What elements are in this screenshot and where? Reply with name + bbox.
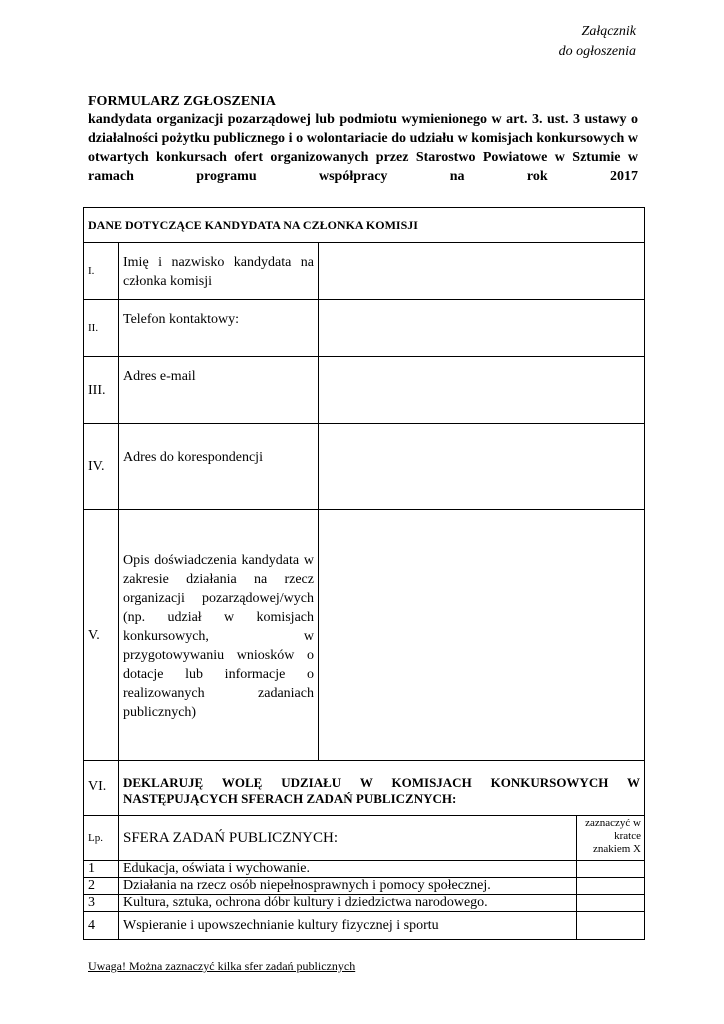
field-value-experience[interactable] xyxy=(319,510,645,761)
form-intro: kandydata organizacji pozarządowej lub podmiotu wymienionego w art. 3. ust. 3 ustawy o działalności pożytku publicznego i o wolontariacie do udziału w komisjach konkursowych w otwartych konkursach ofert organizowanych przez Starostwo Powiatowe w Sztumie w ramach programu współpracy na rok 2017 xyxy=(88,112,638,184)
sphere-label: Edukacja, oświata i wychowanie. xyxy=(119,861,577,878)
row-number: II. xyxy=(84,300,119,357)
sphere-checkbox[interactable] xyxy=(577,912,645,940)
lp-header: Lp. xyxy=(84,816,119,861)
field-value-email[interactable] xyxy=(319,357,645,424)
section-header: DANE DOTYCZĄCE KANDYDATA NA CZŁONKA KOMISJI xyxy=(84,208,645,243)
sphere-lp: 4 xyxy=(84,912,119,940)
sphere-label: Wspieranie i upowszechnianie kultury fizycznej i sportu xyxy=(119,912,577,940)
row-number: V. xyxy=(84,510,119,761)
field-value-address[interactable] xyxy=(319,424,645,510)
row-number: I. xyxy=(84,243,119,300)
field-label-experience: Opis doświadczenia kandydata w zakresie działania na rzecz organizacji pozarządowej/wych (np. udział w komisjach konkursowych, w przygotowywaniu wniosków o dotacje lub informacje o realizowanych zadaniach publicznych) xyxy=(119,510,319,761)
declaration-text: DEKLARUJĘ WOLĘ UDZIAŁU W KOMISJACH KONKURSOWYCH W NASTĘPUJĄCYCH SFERACH ZADAŃ PUBLICZNYCH: xyxy=(119,761,645,816)
annex-label xyxy=(559,22,636,62)
sphere-checkbox[interactable] xyxy=(577,878,645,895)
field-label-phone: Telefon kontaktowy: xyxy=(119,300,319,357)
field-value-name[interactable] xyxy=(319,243,645,300)
sphere-lp: 2 xyxy=(84,878,119,895)
row-number: IV. xyxy=(84,424,119,510)
field-label-address: Adres do korespondencji xyxy=(119,424,319,510)
field-value-phone[interactable] xyxy=(319,300,645,357)
sphere-checkbox[interactable] xyxy=(577,861,645,878)
sphere-label: Działania na rzecz osób niepełnosprawnych i pomocy społecznej. xyxy=(119,878,577,895)
sphere-header: SFERA ZADAŃ PUBLICZNYCH: xyxy=(119,816,577,861)
form-title: FORMULARZ ZGŁOSZENIA xyxy=(88,94,276,109)
sphere-checkbox[interactable] xyxy=(577,895,645,912)
sphere-label: Kultura, sztuka, ochrona dóbr kultury i dziedzictwa narodowego. xyxy=(119,895,577,912)
sphere-lp: 3 xyxy=(84,895,119,912)
footer-note: Uwaga! Można zaznaczyć kilka sfer zadań publicznych xyxy=(88,959,356,973)
row-number: VI. xyxy=(84,761,119,816)
annex-line2: do ogłoszenia xyxy=(558,44,636,59)
annex-line1: Załącznik xyxy=(581,24,636,39)
row-number: III. xyxy=(84,357,119,424)
field-label-name: Imię i nazwisko kandydata na członka komisji xyxy=(119,243,319,300)
mark-header: zaznaczyć w kratce znakiem X xyxy=(577,816,645,861)
candidate-form-table xyxy=(83,207,645,940)
field-label-email: Adres e-mail xyxy=(119,357,319,424)
sphere-lp: 1 xyxy=(84,861,119,878)
